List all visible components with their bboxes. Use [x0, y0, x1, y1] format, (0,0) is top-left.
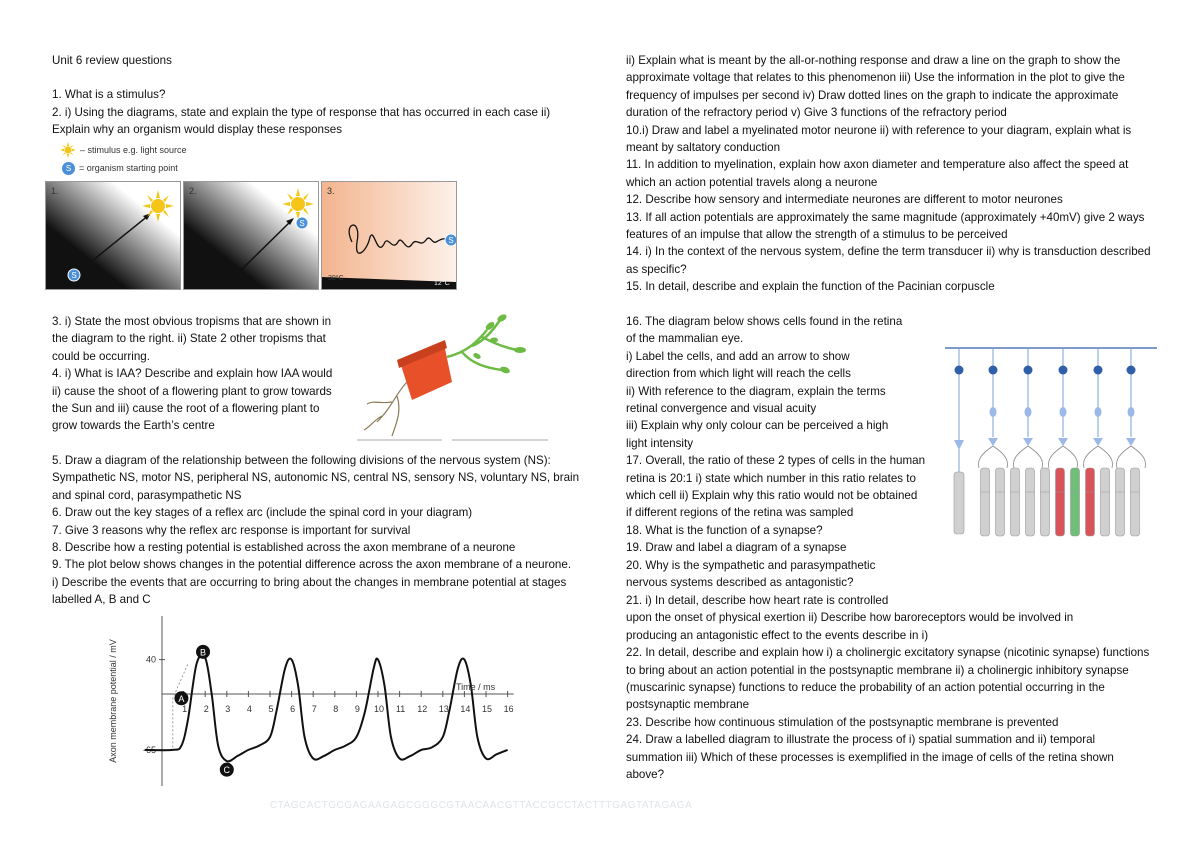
tropism-panel-2: [183, 181, 319, 290]
page-title: Unit 6 review questions: [52, 54, 172, 67]
retina-cells-illustration: [945, 342, 1160, 550]
svg-text:A: A: [178, 693, 185, 704]
watermark: CTAGCACTGCGAGAAGAGCGGGCGTAACAACGTTACCGCCTACTTTGAGTATAGAGA: [270, 800, 693, 811]
x-tick-label: 6: [290, 704, 296, 714]
panel-label: 3.: [327, 186, 335, 196]
action-potential-chart: [100, 608, 520, 798]
x-tick-label: 12: [417, 704, 428, 714]
question-9-continued: ii) Explain what is meant by the all-or-nothing response and draw a line on the graph to show the approximate voltage that relates to this phenomenon iii) Use the information in the plot to give the frequency of impulses per second iv) Draw dotted lines on the graph to indicate the approximate duration of the refractory period v) Give 3 functions of the refractory period: [626, 54, 1125, 120]
x-axis-label: Time / ms: [456, 682, 496, 692]
svg-text:C: C: [223, 765, 231, 776]
question-13: 13. If all action potentials are approximately the same magnitude (approximately +40mV) give 2 ways features of an impulse that allow the strength of a stimulus to be perceived: [626, 210, 1145, 242]
question-7: 7. Give 3 reasons why the reflex arc response is important for survival: [52, 523, 411, 537]
svg-text:S: S: [71, 271, 77, 280]
question-16-line: direction from which light will reach the cells: [626, 367, 851, 381]
legend-stimulus: – stimulus e.g. light source: [60, 141, 187, 159]
question-12: 12. Describe how sensory and intermediate neurones are different to motor neurones: [626, 193, 1063, 207]
question-18: 18. What is the function of a synapse?: [626, 523, 823, 537]
question-17-line: if different regions of the retina was sampled: [626, 506, 854, 520]
question-20-line: 20. Why is the sympathetic and parasympathetic: [626, 558, 876, 572]
question-16-line: 16. The diagram below shows cells found in the retina: [626, 315, 903, 328]
neurone-chain: [1058, 348, 1068, 446]
tropism-panel-1: [45, 181, 181, 290]
legend-organism: S = organism starting point: [60, 159, 187, 177]
question-1: 1. What is a stimulus?: [52, 88, 166, 102]
x-tick-label: 5: [268, 704, 274, 714]
photoreceptor-cell: [1131, 468, 1140, 536]
photoreceptor-cell: [1041, 468, 1050, 536]
question-16-line: retinal convergence and visual acuity: [626, 402, 817, 416]
temperature-label: 12°C: [434, 280, 450, 287]
question-20-line: nervous systems described as antagonistic?: [626, 576, 854, 590]
x-tick-label: 1: [182, 704, 188, 714]
question-16-line: light intensity: [626, 436, 694, 450]
question-21-line: upon the onset of physical exertion ii) Describe how baroreceptors would be involved in: [626, 611, 1074, 625]
dendrite-branch: [979, 446, 1008, 468]
neurone-chain: [1093, 348, 1103, 446]
y-tick-label: -65: [142, 744, 156, 755]
question-17-line: 17. Overall, the ratio of these 2 types of cells in the human: [626, 454, 926, 468]
series-line: [142, 655, 508, 762]
question-19: 19. Draw and label a diagram of a synapse: [626, 541, 847, 555]
figure-legend: [60, 141, 187, 177]
svg-text:S: S: [299, 219, 305, 228]
temperature-label: 30°C: [328, 275, 344, 282]
photoreceptor-cell: [981, 468, 990, 536]
question-16-line: i) Label the cells, and add an arrow to show: [626, 349, 850, 363]
neurone-chain: [1023, 348, 1033, 446]
questions-5-9: [52, 452, 580, 609]
neurone-chain: [988, 348, 998, 446]
neurone-chain: [1126, 348, 1136, 446]
photoreceptor-cell: [1116, 468, 1125, 536]
photoreceptor-cell: [1071, 468, 1080, 536]
question-24: 24. Draw a labelled diagram to illustrate the process of i) spatial summation and ii) temporal summation iii) Which of these processes is exemplified in the image of cells of the retina shown above?: [626, 733, 1114, 782]
flower-pot: [397, 340, 452, 400]
question-16-line: of the mammalian eye.: [626, 332, 744, 346]
x-tick-label: 15: [481, 704, 493, 714]
photoreceptor-cell: [1056, 468, 1065, 536]
panel-label: 1.: [51, 186, 59, 196]
dendrite-branch: [1049, 446, 1078, 468]
question-5: 5. Draw a diagram of the relationship between the following divisions of the nervous system (NS): Sympathetic NS, motor NS, peripheral NS, autonomic NS, central NS, sensory NS, voluntary NS, brain and spinal cord, parasympathetic NS: [52, 454, 580, 502]
annotation-c: [220, 763, 234, 777]
questions-3-4: [52, 313, 342, 435]
ganglion-cell: [954, 348, 964, 534]
dendrite-branch: [1084, 446, 1113, 468]
question-17-line: which cell ii) Explain why this ratio would not be obtained: [626, 489, 918, 503]
x-tick-label: 13: [438, 704, 449, 714]
question-15: 15. In detail, describe and explain the function of the Pacinian corpuscle: [626, 280, 995, 294]
question-22: 22. In detail, describe and explain how i) a cholinergic excitatory synapse (nicotinic synapse) functions to bring about an action potential in the postsynaptic membrane ii) a cholinergic inhibitory synapse (muscarinic synapse) functions to reduce the probability of an action potential occurring in the postsynaptic membrane: [626, 646, 1150, 712]
svg-text:S: S: [448, 236, 454, 245]
question-8: 8. Describe how a resting potential is established across the axon membrane of a neurone: [52, 541, 516, 555]
question-2: 2. i) Using the diagrams, state and explain the type of response that has occurred in each case ii) Explain why an organism would display these responses: [52, 105, 551, 137]
questions-21-24: [626, 592, 1152, 783]
plant-pot-illustration: [352, 312, 552, 442]
questions-9-15: [626, 52, 1152, 296]
question-11: 11. In addition to myelination, explain how axon diameter and temperature also affect the speed at which an action potential travels along a neurone: [626, 158, 1129, 189]
question-9: 9. The plot below shows changes in the potential difference across the axon membrane of a neurone. i) Describe the events that are occurring to bring about the changes in membrane potential at stages labelled A, B and C: [52, 558, 572, 607]
question-6: 6. Draw out the key stages of a reflex arc (include the spinal cord in your diagram): [52, 506, 473, 520]
y-axis-label: Axon membrane potential / mV: [108, 639, 118, 763]
svg-text:B: B: [200, 647, 207, 658]
photoreceptor-cell: [1101, 468, 1110, 536]
question-21-line: producing an antagonistic effect to the events describe in i): [626, 628, 929, 642]
question-17-line: retina is 20:1 i) state which number in this ratio relates to: [626, 471, 916, 485]
question-10: 10.i) Draw and label a myelinated motor neurone ii) with reference to your diagram, explain what is meant by saltatory conduction: [626, 123, 1132, 155]
y-tick-label: 40: [145, 654, 156, 665]
annotation-a: [174, 691, 188, 705]
x-tick-label: 16: [503, 704, 514, 714]
question-4: 4. i) What is IAA? Describe and explain how IAA would ii) cause the shoot of a flowering plant to grow towards the Sun and iii) cause the root of a flowering plant to grow towards the Earth’s centre: [52, 367, 333, 433]
x-tick-label: 2: [203, 704, 209, 714]
question-21-line: 21. i) In detail, describe how heart rate is controlled: [626, 594, 889, 607]
organism-icon: S: [62, 162, 75, 175]
x-tick-label: 9: [354, 704, 360, 714]
question-16-line: iii) Explain why only colour can be perceived a high: [626, 419, 889, 433]
x-tick-label: 4: [246, 704, 252, 714]
question-14: 14. i) In the context of the nervous system, define the term transducer ii) why is transduction described as specific?: [626, 245, 1151, 276]
question-3: 3. i) State the most obvious tropisms that are shown in the diagram to the right. ii) State 2 other tropisms that could be occurring.: [52, 315, 332, 363]
x-tick-label: 11: [395, 704, 406, 714]
x-tick-label: 8: [333, 704, 339, 714]
photoreceptor-cell: [1011, 468, 1020, 536]
x-tick-label: 14: [460, 704, 471, 714]
x-tick-label: 7: [311, 704, 317, 714]
photoreceptor-cell: [1086, 468, 1095, 536]
photoreceptor-cell: [1026, 468, 1035, 536]
x-tick-label: 10: [373, 704, 385, 714]
tropism-panel-3: [321, 181, 457, 290]
dendrite-branch: [1117, 446, 1146, 468]
question-23: 23. Describe how continuous stimulation of the postsynaptic membrane is prevented: [626, 715, 1059, 729]
dendrite-branch: [1014, 446, 1043, 468]
sun-icon: [60, 142, 76, 158]
question-16-line: ii) With reference to the diagram, explain the terms: [626, 384, 886, 398]
panel-label: 2.: [189, 186, 197, 196]
x-tick-label: 3: [225, 704, 231, 714]
photoreceptor-cell: [996, 468, 1005, 536]
left-column: [52, 52, 580, 139]
annotation-b: [196, 645, 210, 659]
questions-16-20: [626, 313, 966, 592]
